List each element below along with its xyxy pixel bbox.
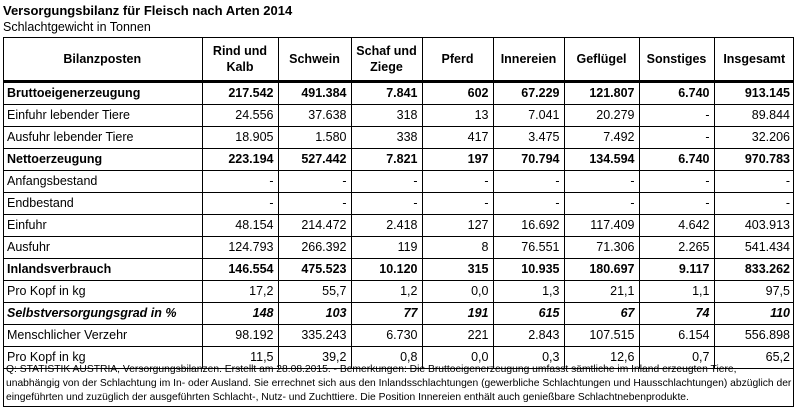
table-cell: 6.740: [639, 82, 714, 105]
table-cell: 2.843: [493, 325, 564, 347]
table-cell: 0,8: [351, 347, 422, 369]
table-cell: 315: [422, 259, 493, 281]
row-label: Menschlicher Verzehr: [3, 325, 202, 347]
table-cell: 39,2: [278, 347, 351, 369]
row-label: Nettoerzeugung: [3, 149, 202, 171]
table-cell: 119: [351, 237, 422, 259]
table-row: [3, 127, 794, 149]
table-cell: -: [564, 193, 639, 215]
table-cell: 121.807: [564, 82, 639, 105]
column-header: Schwein: [278, 37, 351, 82]
table-cell: 18.905: [202, 127, 278, 149]
column-header: Pferd: [422, 37, 493, 82]
footnote: Q: STATISTIK AUSTRIA, Versorgungsbilanzen. Erstellt am 28.08.2015. - Bemerkungen: Die Bruttoeigenerzeugung umfasst sämtliche im Inland erzeugten Tiere, unabhängig von der Schlachtung im In- oder Ausland. Sie errechnet sich aus den Inlandsschlachtungen (gewerbliche Schlachtungen und Hausschlachtungen) abzüglich der eingeführten und zuzüglich der ausgeführten Schlacht-, Nutz- und Zuchttiere. Die Position Innereien enthält auch genießbare Schlachtnebenprodukte.: [6, 364, 792, 403]
table-cell: -: [639, 105, 714, 127]
table-cell: -: [422, 171, 493, 193]
table-cell: -: [493, 193, 564, 215]
table-cell: -: [351, 193, 422, 215]
table-cell: 124.793: [202, 237, 278, 259]
table-cell: 10.935: [493, 259, 564, 281]
table-cell: -: [493, 171, 564, 193]
table-cell: 3.475: [493, 127, 564, 149]
table-cell: 266.392: [278, 237, 351, 259]
table-cell: 98.192: [202, 325, 278, 347]
table-row: [3, 325, 794, 347]
table-cell: 335.243: [278, 325, 351, 347]
table-row: [3, 149, 794, 171]
table-cell: 148: [202, 303, 278, 325]
table-cell: -: [714, 171, 794, 193]
table-cell: 0,0: [422, 347, 493, 369]
table-cell: 37.638: [278, 105, 351, 127]
table-cell: 110: [714, 303, 794, 325]
table-cell: 21,1: [564, 281, 639, 303]
table-cell: 7.841: [351, 82, 422, 105]
table-cell: 24.556: [202, 105, 278, 127]
table-cell: 103: [278, 303, 351, 325]
table-row: [3, 303, 794, 325]
table-row: [3, 171, 794, 193]
table-cell: 9.117: [639, 259, 714, 281]
header-row: [3, 37, 794, 82]
table-cell: 180.697: [564, 259, 639, 281]
table-cell: 6.740: [639, 149, 714, 171]
row-label: Einfuhr lebender Tiere: [3, 105, 202, 127]
table-cell: 615: [493, 303, 564, 325]
column-header: Geflügel: [564, 37, 639, 82]
table-cell: -: [639, 193, 714, 215]
table-cell: 833.262: [714, 259, 794, 281]
table-cell: 6.154: [639, 325, 714, 347]
column-header: Insgesamt: [714, 37, 794, 82]
table-cell: 8: [422, 237, 493, 259]
table-cell: 67.229: [493, 82, 564, 105]
table-cell: 221: [422, 325, 493, 347]
table-cell: 491.384: [278, 82, 351, 105]
table-cell: 2.418: [351, 215, 422, 237]
table-cell: 74: [639, 303, 714, 325]
table-cell: 556.898: [714, 325, 794, 347]
table-cell: 13: [422, 105, 493, 127]
table-cell: 97,5: [714, 281, 794, 303]
table-cell: 17,2: [202, 281, 278, 303]
table-cell: 527.442: [278, 149, 351, 171]
table-subtitle: Schlachtgewicht in Tonnen: [3, 20, 151, 34]
table-cell: 7.492: [564, 127, 639, 149]
table-cell: 77: [351, 303, 422, 325]
table-cell: 1,3: [493, 281, 564, 303]
table-cell: 70.794: [493, 149, 564, 171]
table-cell: 134.594: [564, 149, 639, 171]
table-cell: 127: [422, 215, 493, 237]
table-cell: 6.730: [351, 325, 422, 347]
table-cell: 338: [351, 127, 422, 149]
table-cell: 89.844: [714, 105, 794, 127]
row-label: Inlandsverbrauch: [3, 259, 202, 281]
row-label: Selbstversorgungsgrad in %: [3, 303, 202, 325]
table-cell: 318: [351, 105, 422, 127]
table-cell: 4.642: [639, 215, 714, 237]
table-cell: -: [639, 171, 714, 193]
table-cell: 197: [422, 149, 493, 171]
table-cell: 0,3: [493, 347, 564, 369]
table-cell: 11,5: [202, 347, 278, 369]
table-cell: 76.551: [493, 237, 564, 259]
row-label: Pro Kopf in kg: [3, 347, 202, 369]
table-cell: -: [278, 171, 351, 193]
table-cell: 191: [422, 303, 493, 325]
table-cell: -: [202, 193, 278, 215]
table-row: [3, 215, 794, 237]
table-cell: 16.692: [493, 215, 564, 237]
table-cell: 71.306: [564, 237, 639, 259]
table-cell: 223.194: [202, 149, 278, 171]
table-title: Versorgungsbilanz für Fleisch nach Arten 2014: [3, 3, 293, 18]
table-cell: 55,7: [278, 281, 351, 303]
row-label: Ausfuhr lebender Tiere: [3, 127, 202, 149]
row-label: Endbestand: [3, 193, 202, 215]
balance-table: [3, 37, 794, 369]
table-cell: 214.472: [278, 215, 351, 237]
column-header: Bilanzposten: [3, 37, 202, 82]
table-cell: 913.145: [714, 82, 794, 105]
column-header: Rind und Kalb: [202, 37, 278, 82]
table-cell: 602: [422, 82, 493, 105]
row-label: Pro Kopf in kg: [3, 281, 202, 303]
table-cell: 107.515: [564, 325, 639, 347]
table-cell: -: [422, 193, 493, 215]
table-cell: 1,2: [351, 281, 422, 303]
table-cell: -: [714, 193, 794, 215]
table-cell: -: [639, 127, 714, 149]
table-cell: 0,7: [639, 347, 714, 369]
row-label: Ausfuhr: [3, 237, 202, 259]
table-row: [3, 193, 794, 215]
row-label: Bruttoeigenerzeugung: [3, 82, 202, 105]
table-cell: 32.206: [714, 127, 794, 149]
table-cell: -: [278, 193, 351, 215]
table-cell: 417: [422, 127, 493, 149]
table-row: [3, 259, 794, 281]
table-cell: 2.265: [639, 237, 714, 259]
table-cell: 0,0: [422, 281, 493, 303]
table-cell: 403.913: [714, 215, 794, 237]
table-cell: -: [564, 171, 639, 193]
table-cell: 970.783: [714, 149, 794, 171]
table-cell: -: [351, 171, 422, 193]
table-cell: 10.120: [351, 259, 422, 281]
table-cell: 20.279: [564, 105, 639, 127]
table-cell: 48.154: [202, 215, 278, 237]
table-row: [3, 237, 794, 259]
row-label: Anfangsbestand: [3, 171, 202, 193]
table-row: [3, 82, 794, 105]
table-cell: 65,2: [714, 347, 794, 369]
table-cell: 7.821: [351, 149, 422, 171]
table-row: [3, 281, 794, 303]
table-cell: 475.523: [278, 259, 351, 281]
table-cell: 117.409: [564, 215, 639, 237]
column-header: Innereien: [493, 37, 564, 82]
table-cell: 67: [564, 303, 639, 325]
column-header: Schaf und Ziege: [351, 37, 422, 82]
column-header: Sonstiges: [639, 37, 714, 82]
table-cell: -: [202, 171, 278, 193]
table-cell: 1.580: [278, 127, 351, 149]
table-cell: 217.542: [202, 82, 278, 105]
table-cell: 7.041: [493, 105, 564, 127]
row-label: Einfuhr: [3, 215, 202, 237]
table-cell: 146.554: [202, 259, 278, 281]
table-cell: 1,1: [639, 281, 714, 303]
table-row: [3, 105, 794, 127]
table-cell: 541.434: [714, 237, 794, 259]
table-cell: 12,6: [564, 347, 639, 369]
